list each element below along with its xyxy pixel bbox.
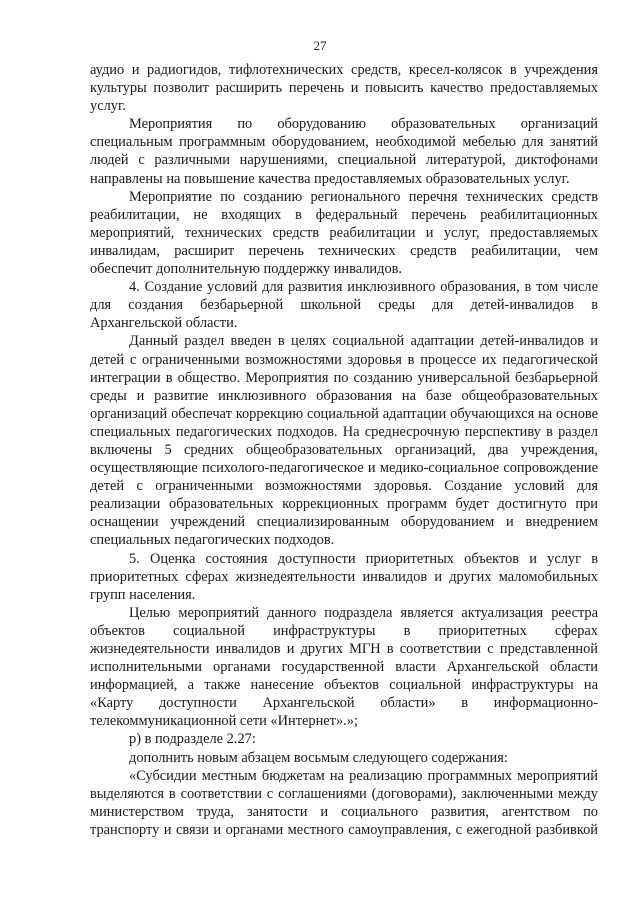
- paragraph-subsidies: «Субсидии местным бюджетам на реализацию программных мероприятий выделяются в соответствии с соглашениями (договорами), заключенными между министерством труда, занятости и социального развития, агентством по транспорту и связи и органами местного самоуправления, с ежегодной разбивкой: [90, 767, 598, 838]
- paragraph-education-equipment: Мероприятия по оборудованию образовательных организаций специальным программным оборудованием, необходимой мебелью для занятий людей с различными нарушениями, специальной литературой, диктофонами направлены на повышение качества предоставляемых образовательных услуг.: [90, 116, 598, 187]
- paragraph-inclusive-education: Данный раздел введен в целях социальной адаптации детей-инвалидов и детей с ограниченными возможностями здоровья в процессе их педагогической интеграции в общество. Мероприятия по созданию универсальной безбарьерной среды и развитие инклюзивного образования на базе общеобразовательных организаций обеспечат коррекцию социальной адаптации обучающихся на основе специальных педагогических подходов. На среднесрочную перспективу в раздел включены 5 средних общеобразовательных организаций, два учреждения, осуществляющие психолого-педагогическое и медико-социальное сопровождение детей с ограниченными возможностями здоровья. Создание условий для реализации образовательных коррекционных программ будет достигнуто при оснащении учреждений специализированным оборудованием и внедрением специальных педагогических подходов.: [90, 333, 598, 549]
- paragraph-culture-equipment: аудио и радиогидов, тифлотехнических средств, кресел-колясок в учреждения культуры позволит расширить перечень и повысить качество предоставляемых услуг.: [90, 62, 598, 115]
- document-body: [90, 61, 598, 839]
- section-heading-accessibility-assessment: 5. Оценка состояния доступности приоритетных объектов и услуг в приоритетных сферах жизнедеятельности инвалидов и других маломобильных групп населения.: [90, 550, 598, 603]
- amendment-instruction: дополнить новым абзацем восьмым следующего содержания:: [129, 749, 508, 766]
- amendment-item-r: р) в подразделе 2.27:: [129, 731, 256, 748]
- section-heading-inclusive-education: 4. Создание условий для развития инклюзивного образования, в том числе для создания безбарьерной школьной среды для детей-инвалидов в Архангельской области.: [90, 279, 598, 332]
- page-number: 27: [313, 38, 327, 53]
- paragraph-accessibility-assessment: Целью мероприятий данного подраздела является актуализация реестра объектов социальной инфраструктуры в приоритетных сферах жизнедеятельности инвалидов и других МГН в соответствии с представленной исполнительными органами государственной власти Архангельской области информацией, а также нанесение объектов социальной инфраструктуры на «Карту доступности Архангельской области» в информационно-телекоммуникационной сети «Интернет».»;: [90, 604, 598, 730]
- paragraph-rehab-list: Мероприятие по созданию регионального перечня технических средств реабилитации, не входящих в федеральный перечень реабилитационных мероприятий, технических средств реабилитации и услуг, предоставляемых инвалидам, расширит перечень технических средств реабилитации, чем обеспечит дополнительную поддержку инвалидов.: [90, 188, 598, 278]
